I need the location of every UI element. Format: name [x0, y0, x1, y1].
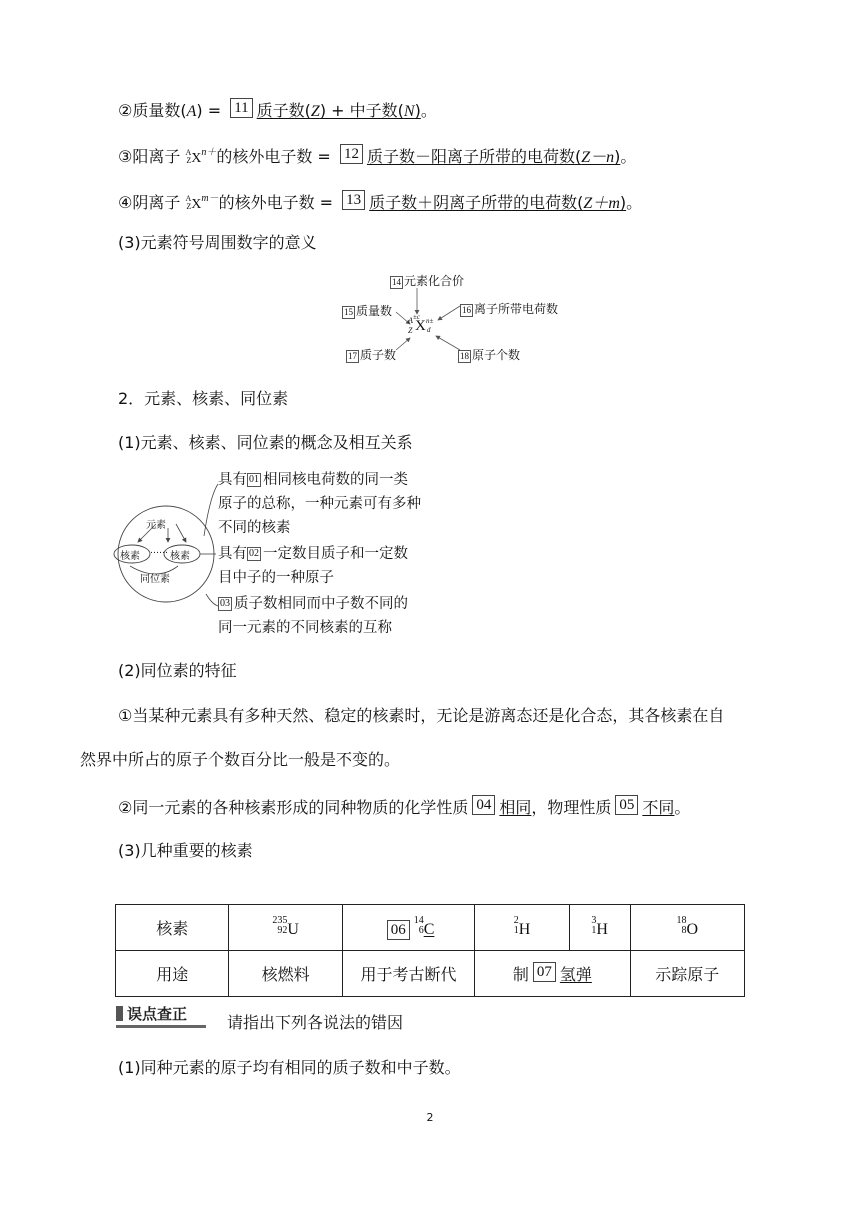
concept-diagram-connectors: [200, 466, 220, 642]
nuclide-table: [115, 904, 745, 997]
section-2-title: 2．元素、核素、同位素: [118, 389, 289, 408]
answer-12: 质子数－阳离子所带的电荷数(Z－n): [366, 147, 621, 166]
answer-box-11: 11: [230, 98, 252, 118]
page-number: 2: [426, 1111, 434, 1124]
use-hydrogen-bomb: 制 07 氢弹: [475, 951, 630, 997]
answer-box-07: 07: [533, 962, 556, 982]
isotope-definition-2: 同一元素的不同核素的互称: [218, 620, 392, 636]
nuclide-right-label: 核素: [170, 551, 190, 562]
isotope-label: 同位素: [140, 574, 170, 585]
nuclide-definition-1: 具有 02 一定数目质子和一定数: [218, 546, 408, 562]
subheading-symbol-meaning: (3)元素符号周围数字的意义: [118, 233, 317, 252]
answer-box-04: 04: [472, 795, 495, 815]
subheading-important-nuclides: (3)几种重要的核素: [118, 841, 253, 860]
nuclide-left-label: 核素: [120, 551, 140, 562]
use-nuclear-fuel: 核燃料: [229, 951, 342, 997]
diagram-proton-number: 17 质子数: [348, 348, 397, 362]
feature-paragraph-2: ②同一元素的各种核素形成的同种物质的化学性质 04 相同，物理性质 05 不同。: [118, 797, 691, 817]
use-tracer: 示踪原子: [630, 951, 745, 997]
mass-number-line: ②质量数(A) = 11 质子数(Z) + 中子数(N)。: [118, 100, 437, 120]
answer-box-06: 06: [387, 920, 410, 940]
nuclide-c14: [342, 905, 474, 951]
subheading-concepts: (1)元素、核素、同位素的概念及相互关系: [118, 433, 413, 452]
diagram-valence: 14 元素化合价: [392, 274, 465, 288]
concept-diagram: [112, 466, 452, 642]
anion-electron-line: ④阴离子 A $ZX^{m-}$的核外电子数 = 13 质子数＋阴离子所带的电荷数(Z＋m)。: [118, 188, 642, 216]
nuclide-o18: 18 8O: [630, 905, 745, 951]
nuclide-dots: ……: [150, 546, 168, 556]
diagram-atom-count: 18 原子个数: [460, 348, 521, 362]
answer-07: 氢弹: [559, 965, 592, 984]
error-badge: 误点查正: [116, 1004, 187, 1024]
answer-box-13: 13: [342, 190, 365, 210]
element-definition-3: 不同的核素: [218, 520, 291, 536]
isotope-definition-1: 03 质子数相同而中子数不同的: [220, 596, 408, 612]
cation-electron-line: ③阳离子 A $ZX^{n+}$的核外电子数 = 12 质子数－阳离子所带的电荷数(Z－n)。: [118, 142, 636, 170]
answer-11: 质子数(Z) + 中子数(N): [256, 101, 421, 120]
table-header-nuclide: 核素: [116, 905, 229, 951]
feature-paragraph-1a: ①当某种元素具有多种天然、稳定的核素时，无论是游离态还是化合态，其各核素在自: [118, 706, 725, 725]
nuclide-h3: 3 1H: [569, 905, 630, 951]
error-question-1: (1)同种元素的原子均有相同的质子数和中子数。: [118, 1058, 461, 1077]
answer-04: 相同: [499, 798, 532, 817]
symbol-diagram: [338, 268, 568, 368]
answer-box-05: 05: [615, 795, 638, 815]
cation-symbol: A $ZX^{n+}$: [185, 147, 217, 166]
answer-05: 不同: [642, 798, 675, 817]
badge-marker-icon: [116, 1006, 123, 1021]
nuclide-definition-2: 目中子的一种原子: [218, 570, 334, 586]
table-header-use: 用途: [116, 951, 229, 997]
circle-element-label: 元素: [146, 520, 166, 531]
error-instruction: 请指出下列各说法的错因: [227, 1013, 404, 1032]
table-row: [116, 905, 745, 951]
use-archaeology: 用于考古断代: [342, 951, 474, 997]
diagram-center-symbol: A Z ±c X n± d: [408, 313, 434, 335]
answer-13: 质子数＋阴离子所带的电荷数(Z＋m): [369, 193, 627, 212]
anion-symbol: A $ZX^{m-}$: [185, 193, 219, 212]
nuclide-h2: 2 1H: [475, 905, 570, 951]
feature-paragraph-1b: 然界中所占的原子个数百分比一般是不变的。: [80, 750, 401, 769]
answer-box-12: 12: [340, 144, 363, 164]
diagram-ion-charge: 16 离子所带电荷数: [462, 302, 559, 316]
answer-06: 14 6C: [413, 914, 435, 938]
element-definition-2: 原子的总称，一种元素可有多种: [218, 496, 421, 512]
table-row: [116, 951, 745, 997]
element-definition-1: 具有 01 相同核电荷数的同一类: [218, 472, 408, 488]
nuclide-u235: 235 92U: [229, 905, 342, 951]
subheading-isotope-features: (2)同位素的特征: [118, 661, 237, 680]
diagram-mass-number: 15 质量数: [344, 304, 393, 318]
